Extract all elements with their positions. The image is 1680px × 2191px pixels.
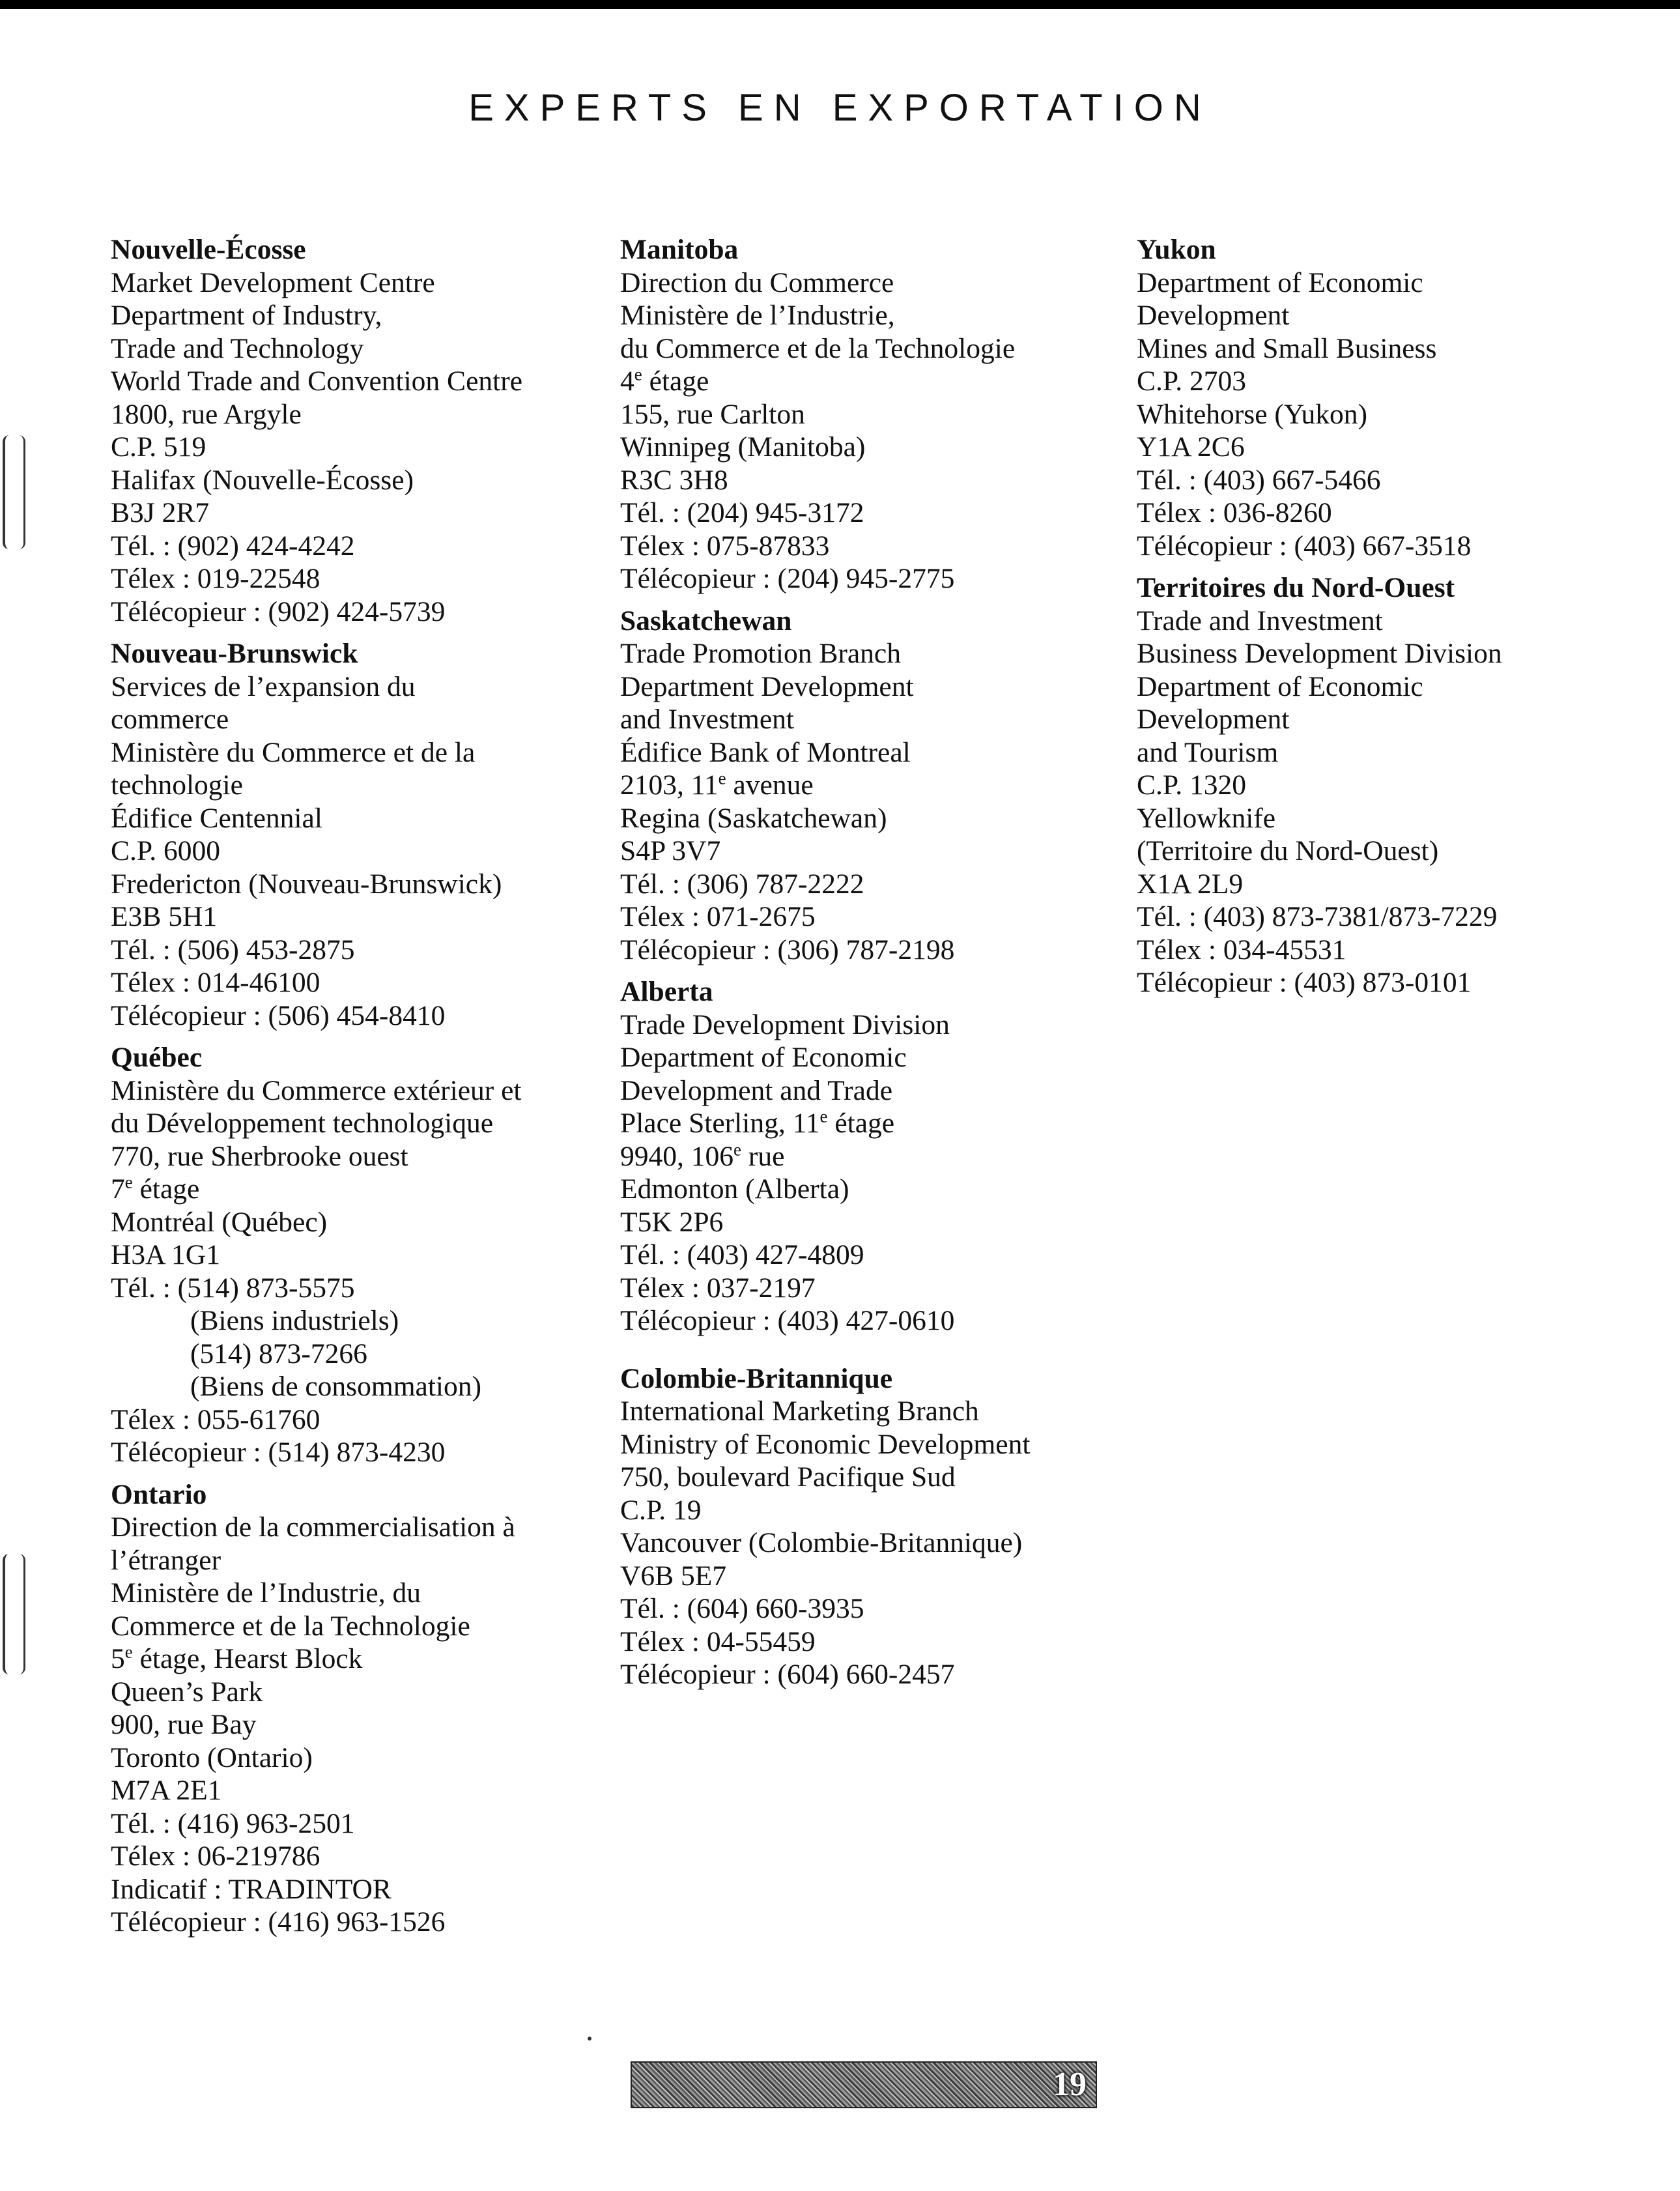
address-line: Vancouver (Colombie-Britannique) [620,1527,1023,1558]
address-line: Place Sterling, 11e étage [620,1106,895,1139]
phone-line: (514) 873-7266 [190,1338,367,1369]
address-line: Department of Economic [1137,266,1423,298]
fax-line: Télécopieur : (403) 873-0101 [1137,967,1472,998]
binding-mark [3,435,25,549]
code-line: Indicatif : TRADINTOR [111,1873,392,1905]
address-line: Trade and Technology [111,332,364,364]
binding-mark [3,1554,25,1674]
address-line: Ministère du Commerce extérieur et [111,1074,522,1106]
address-line: Trade Development Division [620,1009,950,1040]
address-line: S4P 3V7 [620,835,721,866]
address-line: technologie [111,769,243,801]
address-line: Ministry of Economic Development [620,1428,1031,1460]
address-block [620,233,1115,595]
address-line: Queen’s Park [111,1676,263,1708]
address-block [111,1478,593,1939]
phone-note: (Biens de consommation) [190,1371,482,1402]
phone-line: Tél. : (403) 667-5466 [1137,464,1381,496]
telex-line: Télex : 06-219786 [111,1840,320,1872]
phone-line: Tél. : (902) 424-4242 [111,530,355,562]
address-line: Halifax (Nouvelle-Écosse) [111,464,414,496]
address-line: C.P. 6000 [111,835,221,866]
telex-line: Télex : 014-46100 [111,967,320,998]
province-name: Ontario [111,1478,207,1510]
address-block [111,637,593,1032]
column-1 [111,233,593,1948]
page-number: 19 [1053,2066,1087,2103]
province-name: Nouveau-Brunswick [111,638,358,669]
province-name: Yukon [1137,234,1216,265]
address-block [111,233,593,628]
address-line: 7e étage [111,1172,200,1205]
address-line: and Tourism [1137,736,1279,768]
address-line: World Trade and Convention Centre [111,365,523,397]
address-line: Department of Economic [620,1042,907,1073]
address-line: l’étranger [111,1544,221,1576]
address-line: T5K 2P6 [620,1206,724,1238]
phone-line: Tél. : (506) 453-2875 [111,934,355,966]
address-line: and Investment [620,704,794,735]
address-line: Department of Economic [1137,670,1423,702]
address-line: 1800, rue Argyle [111,398,302,430]
fax-line: Télécopieur : (902) 424-5739 [111,595,446,627]
phone-line: Tél. : (514) 873-5575 [111,1272,355,1304]
province-name: Saskatchewan [620,605,792,637]
address-line: 155, rue Carlton [620,398,805,430]
address-line: Regina (Saskatchewan) [620,802,887,834]
address-line: 2103, 11e avenue [620,768,814,801]
address-line: 770, rue Sherbrooke ouest [111,1140,408,1172]
fax-line: Télécopieur : (306) 787-2198 [620,934,955,966]
phone-line: Tél. : (403) 873-7381/873-7229 [1137,901,1498,932]
address-line: C.P. 2703 [1137,365,1247,397]
address-line: M7A 2E1 [111,1775,222,1806]
address-line: Market Development Centre [111,266,435,298]
address-line: Direction du Commerce [620,266,894,298]
address-line: X1A 2L9 [1137,868,1244,900]
address-line: Fredericton (Nouveau-Brunswick) [111,868,502,900]
address-line: C.P. 1320 [1137,769,1247,801]
phone-line: Tél. : (416) 963-2501 [111,1807,355,1839]
address-line: du Commerce et de la Technologie [620,332,1016,364]
address-block [620,1362,1115,1691]
address-line: Trade and Investment [1137,605,1383,637]
fax-line: Télécopieur : (416) 963-1526 [111,1906,446,1938]
telex-line: Télex : 034-45531 [1137,934,1346,966]
address-line: 900, rue Bay [111,1709,257,1740]
province-name: Alberta [620,976,713,1007]
phone-line: Tél. : (306) 787-2222 [620,868,864,900]
phone-line: Tél. : (604) 660-3935 [620,1593,864,1624]
address-block [111,1041,593,1469]
telex-line: Télex : 036-8260 [1137,497,1332,528]
address-line: du Développement technologique [111,1108,494,1139]
page-number-bar [631,2061,1097,2108]
address-line: Edmonton (Alberta) [620,1173,849,1205]
telex-line: Télex : 037-2197 [620,1272,816,1304]
fax-line: Télécopieur : (403) 667-3518 [1137,530,1472,562]
address-line: 5e étage, Hearst Block [111,1642,363,1674]
address-line: B3J 2R7 [111,497,210,528]
address-block [620,605,1115,967]
telex-line: Télex : 071-2675 [620,901,816,932]
phone-line: Tél. : (204) 945-3172 [620,497,864,528]
address-line: Yellowknife [1137,802,1276,834]
address-line: H3A 1G1 [111,1239,220,1270]
address-line: 750, boulevard Pacifique Sud [620,1461,956,1493]
address-line: Development [1137,704,1290,735]
telex-line: Télex : 04-55459 [620,1625,816,1657]
fax-line: Télécopieur : (604) 660-2457 [620,1659,955,1690]
address-line: V6B 5E7 [620,1560,727,1592]
fax-line: Télécopieur : (403) 427-0610 [620,1305,955,1336]
address-block [1137,233,1632,562]
address-line: Development [1137,300,1290,331]
phone-line: Tél. : (403) 427-4809 [620,1239,864,1270]
fax-line: Télécopieur : (514) 873-4230 [111,1437,446,1468]
telex-line: Télex : 019-22548 [111,563,320,594]
address-line: E3B 5H1 [111,901,218,932]
phone-note: (Biens industriels) [190,1305,399,1336]
address-block [620,975,1115,1338]
column-2 [620,233,1115,1700]
address-line: Édifice Bank of Montreal [620,736,911,768]
fax-line: Télécopieur : (506) 454-8410 [111,999,446,1031]
address-line: 9940, 106e rue [620,1139,785,1172]
fax-line: Télécopieur : (204) 945-2775 [620,563,955,594]
address-line: commerce [111,704,229,735]
telex-line: Télex : 075-87833 [620,530,830,562]
address-line: Montréal (Québec) [111,1206,328,1238]
address-line: Development and Trade [620,1074,893,1106]
province-name: Québec [111,1042,203,1073]
address-line: (Territoire du Nord-Ouest) [1137,835,1439,866]
address-line: 4e étage [620,364,709,397]
address-line: Ministère de l’Industrie, [620,300,895,331]
address-line: Ministère du Commerce et de la [111,736,476,768]
page-title: EXPERTS EN EXPORTATION [468,87,1212,129]
address-line: Services de l’expansion du [111,670,416,702]
address-line: Trade Promotion Branch [620,638,901,669]
address-line: International Marketing Branch [620,1396,979,1427]
column-3 [1137,233,1632,1009]
scan-speck [588,2037,591,2041]
address-line: Mines and Small Business [1137,332,1437,364]
scan-top-edge [0,0,1680,9]
telex-line: Télex : 055-61760 [111,1403,320,1435]
address-line: C.P. 19 [620,1494,702,1526]
province-name: Colombie-Britannique [620,1362,893,1394]
address-line: Department Development [620,670,914,702]
address-line: Direction de la commercialisation à [111,1511,515,1543]
address-line: Commerce et de la Technologie [111,1610,470,1642]
province-name: Nouvelle-Écosse [111,234,306,265]
address-line: Édifice Centennial [111,802,322,834]
address-line: R3C 3H8 [620,464,728,496]
address-block [1137,571,1632,999]
address-line: C.P. 519 [111,431,206,463]
address-line: Toronto (Ontario) [111,1741,313,1773]
address-line: Winnipeg (Manitoba) [620,431,866,463]
address-line: Business Development Division [1137,638,1502,669]
address-line: Ministère de l’Industrie, du [111,1577,421,1609]
province-name: Territoires du Nord-Ouest [1137,572,1455,603]
province-name: Manitoba [620,234,739,265]
address-line: Whitehorse (Yukon) [1137,398,1367,430]
address-line: Department of Industry, [111,300,382,331]
address-line: Y1A 2C6 [1137,431,1245,463]
